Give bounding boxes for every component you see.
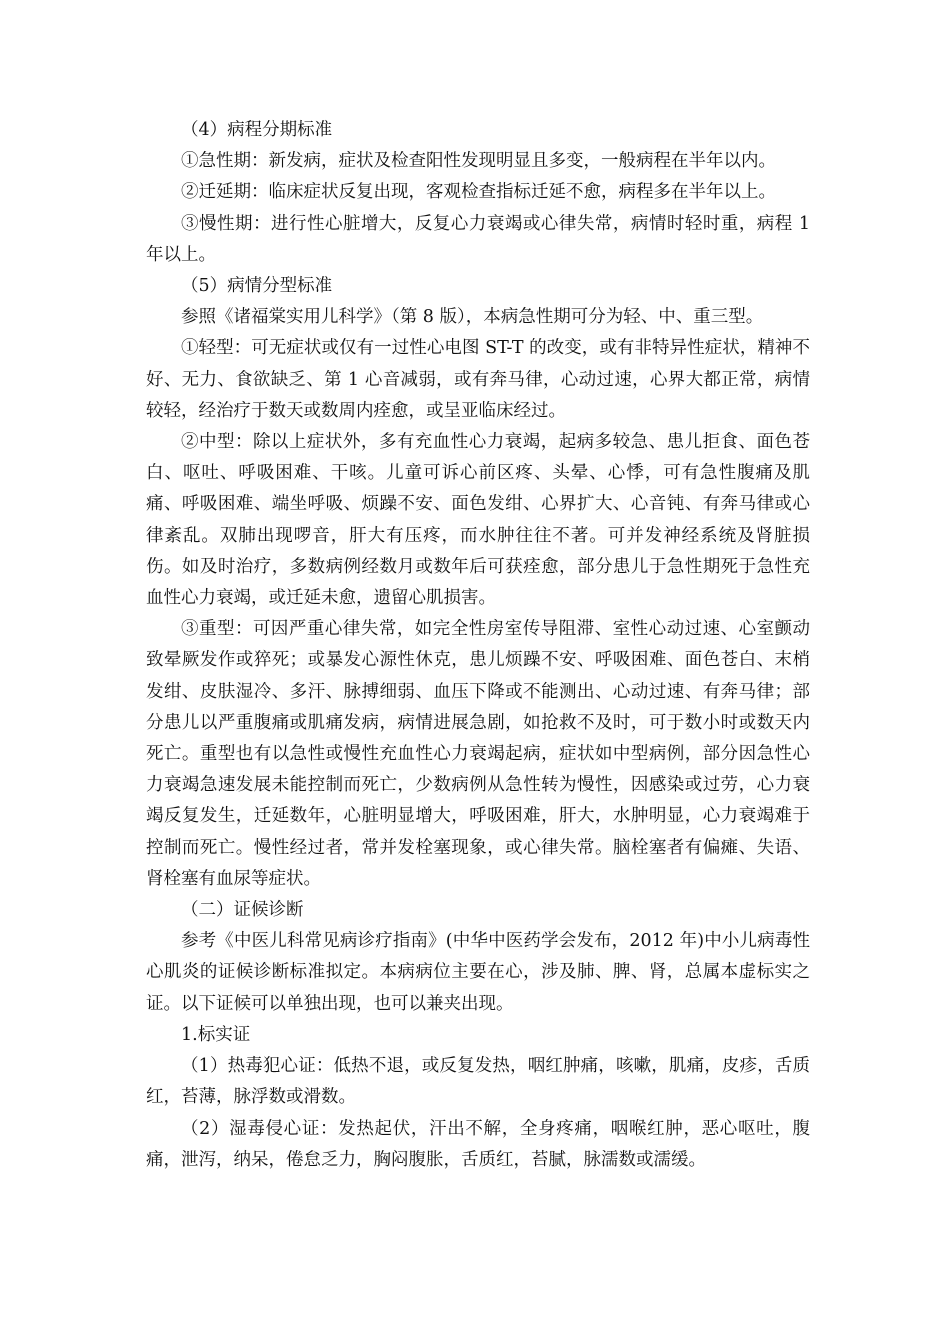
paragraph: 参考《中医儿科常见病诊疗指南》(中华中医药学会发布，2012 年)中小儿病毒性心肌炎的证候诊断标准拟定。本病病位主要在心，涉及肺、脾、肾，总属本虚标实之证。以下证候可以单独出现，也可以兼夹出现。 bbox=[146, 931, 810, 1014]
document-body bbox=[146, 115, 810, 1176]
section-heading: （5）病情分型标准 bbox=[181, 276, 333, 297]
section-heading: （4）病程分期标准 bbox=[181, 120, 333, 140]
paragraph: ②迁延期：临床症状反复出现，客观检查指标迁延不愈，病程多在半年以上。 bbox=[181, 182, 776, 203]
section-heading: （二）证候诊断 bbox=[181, 900, 304, 921]
paragraph: 参照《诸福棠实用儿科学》（第 8 版），本病急性期可分为轻、中、重三型。 bbox=[181, 307, 764, 328]
paragraph: ①轻型：可无症状或仅有一过性心电图 ST-T 的改变，或有非特异性症状，精神不好、无力、食欲缺乏、第 1 心音减弱，或有奔马律，心动过速，心界大都正常，病情较轻，经治疗于数天或数周内痊愈，或呈亚临床经过。 bbox=[146, 338, 810, 421]
paragraph: ②中型：除以上症状外，多有充血性心力衰竭，起病多较急、患儿拒食、面色苍白、呕吐、呼吸困难、干咳。儿童可诉心前区疼、头晕、心悸，可有急性腹痛及肌痛、呼吸困难、端坐呼吸、烦躁不安、面色发绀、心界扩大、心音钝、有奔马律或心律紊乱。双肺出现啰音，肝大有压疼，而水肿往往不著。可并发神经系统及肾脏损伤。如及时治疗，多数病例经数月或数年后可获痊愈，部分患儿于急性期死于急性充血性心力衰竭，或迁延未愈，遗留心肌损害。 bbox=[146, 432, 810, 609]
paragraph: ③慢性期：进行性心脏增大，反复心力衰竭或心律失常，病情时轻时重，病程 1 年以上。 bbox=[146, 213, 810, 265]
paragraph: （1）热毒犯心证：低热不退，或反复发热，咽红肿痛，咳嗽，肌痛，皮疹，舌质红，苔薄，脉浮数或滑数。 bbox=[146, 1056, 810, 1108]
section-heading: 1.标实证 bbox=[181, 1024, 251, 1045]
paragraph: ①急性期：新发病，症状及检查阳性发现明显且多变，一般病程在半年以内。 bbox=[181, 151, 776, 172]
paragraph: ③重型：可因严重心律失常，如完全性房室传导阻滞、室性心动过速、心室颤动致晕厥发作或猝死；或暴发心源性休克，患儿烦躁不安、呼吸困难、面色苍白、末梢发绀、皮肤湿冷、多汗、脉搏细弱、血压下降或不能测出、心动过速、有奔马律；部分患儿以严重腹痛或肌痛发病，病情进展急剧，如抢救不及时，可于数小时或数天内死亡。重型也有以急性或慢性充血性心力衰竭起病，症状如中型病例，部分因急性心力衰竭急速发展未能控制而死亡，少数病例从急性转为慢性，因感染或过劳，心力衰竭反复发生，迁延数年，心脏明显增大，呼吸困难，肝大，水肿明显，心力衰竭难于控制而死亡。慢性经过者，常并发栓塞现象，或心律失常。脑栓塞者有偏瘫、失语、肾栓塞有血尿等症状。 bbox=[146, 619, 810, 889]
paragraph: （2）湿毒侵心证：发热起伏，汗出不解，全身疼痛，咽喉红肿，恶心呕吐，腹痛，泄泻，纳呆，倦怠乏力，胸闷腹胀，舌质红，苔腻，脉濡数或濡缓。 bbox=[146, 1118, 810, 1170]
